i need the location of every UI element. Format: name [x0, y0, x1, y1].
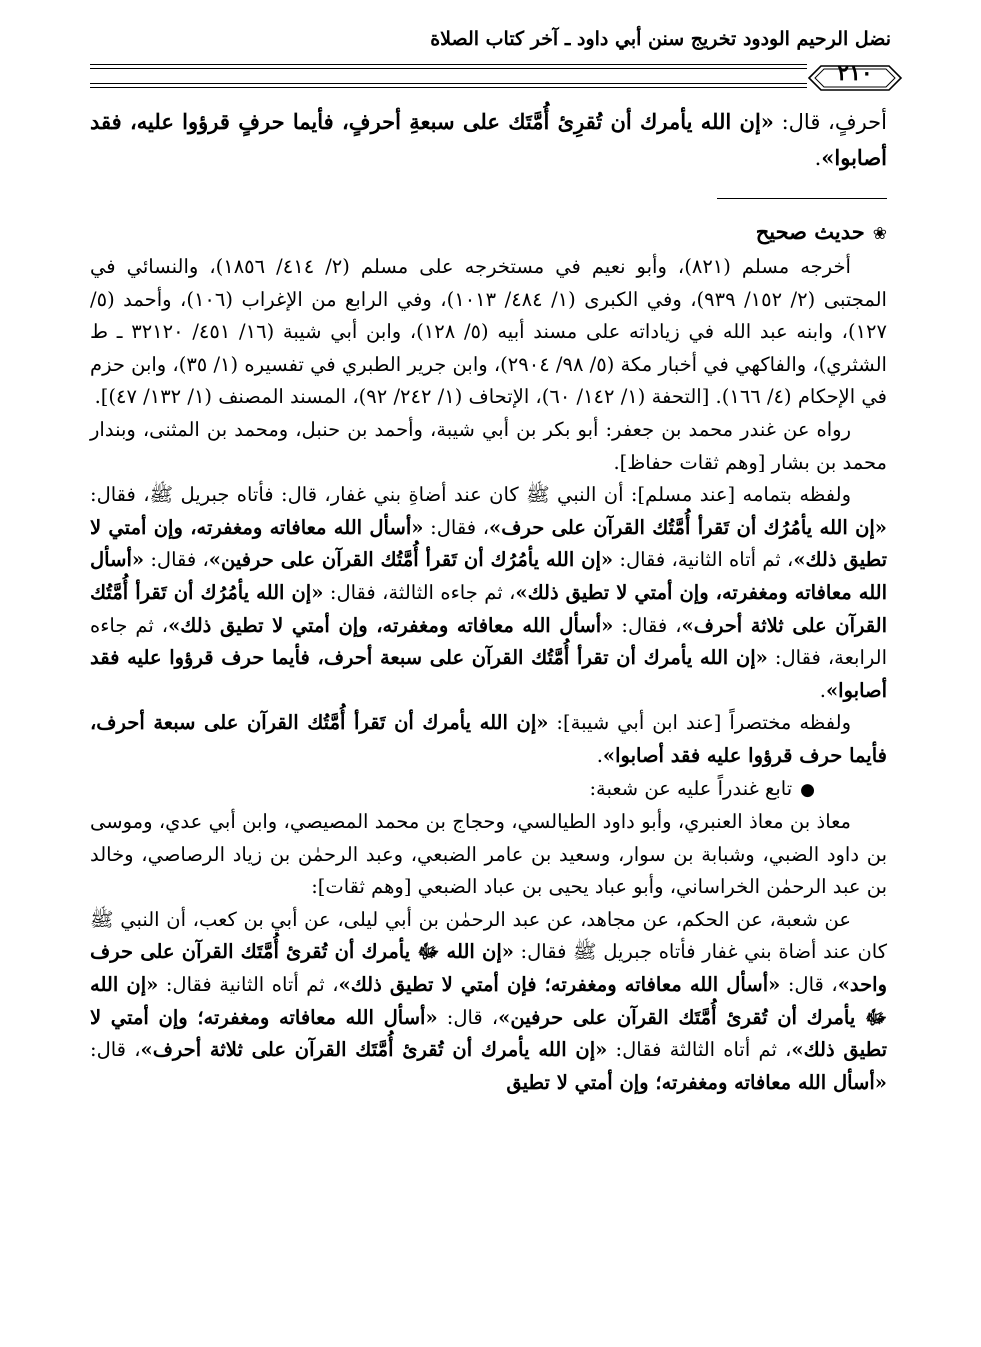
hadith-quote: «إن الله يأمُرُك أن تَقرأ أُمَّتُك القرآن على ثلاثة أحرف» — [90, 580, 887, 637]
header-rule — [90, 68, 897, 69]
hadith-quote: «إن الله يأمُرُك أن تَقرأ أُمَّتُك القرآن على حرف» — [489, 515, 887, 539]
abridged-wording-paragraph — [90, 707, 887, 772]
hadith-quote: «أسأل الله معافاته ومغفرته؛ وإن أمتي لا تطيق ذلك» — [90, 1005, 887, 1062]
header-rule — [90, 83, 897, 84]
hadith-quote: «أسأل الله معافاته ومغفرته، وإن أمتي لا تطيق ذلك» — [90, 548, 888, 604]
followers-paragraph: معاذ بن معاذ العنبري، وأبو داود الطيالسي، وحجاج بن محمد المصيصي، وابن أبي عدي، وموسى بن داود الضبي، وشبابة بن سوار، وسعيد بن عامر الضبعي، وعبد الرحمٰن بن زياد الرصاصي، وخالد بن عبد الرحمٰن الخراساني، وأبو عباد يحيى بن عباد الضبعي [وهم ثقات]: — [90, 810, 887, 899]
follow-up-heading — [90, 773, 887, 807]
text-run: ، ثم جاءه الرابعة، فقال: — [90, 613, 887, 670]
text-run: ، قال: — [780, 973, 838, 997]
text-run: ولفظه مختصراً [عند ابن أبي شيبة]: — [548, 711, 852, 735]
bullet-icon: ● — [800, 779, 815, 800]
hadith-quote: «إن الله يأمرك أن تُقرئ أُمَّتَك القرآن على ثلاثة أحرف» — [140, 1038, 608, 1062]
lead-paragraph — [90, 104, 887, 176]
hadith-quote: «أسأل الله معافاته ومغفرته، وإن أمتي لا تطيق ذلك» — [90, 515, 887, 572]
running-header-title: نضل الرحيم الودود تخريج سنن أبي داود ـ آخر كتاب الصلاة — [430, 28, 891, 50]
lead-prefix: أحرفٍ، قال: — [773, 110, 887, 134]
text-run: ، فقال: — [423, 515, 490, 539]
hadith-quote: «إن الله ﷻ يأمرك أن تُقرئ أُمَّتَك القرآن على حرفين» — [90, 973, 887, 1029]
hadith-quote: «أسأل الله معافاته ومغفرته، وإن أمتي لا تطيق ذلك» — [168, 613, 614, 637]
text-run: ، قال: — [437, 1005, 499, 1029]
muslim-wording-paragraph — [90, 479, 887, 707]
text-run: تابع غندراً عليه عن شعبة: — [589, 776, 793, 800]
hadith-quote: «إن الله يأمرك أن تقرأ أُمَّتُك القرآن على سبعة أحرف، فأيما حرف قرؤوا عليه فقد أصابوا» — [90, 646, 887, 702]
page-number: ٢١٠ — [837, 60, 873, 86]
text-run: ، ثم جاءه الثالثة، فقال: — [323, 580, 516, 604]
separator-rule — [717, 198, 887, 199]
hadith-quote: «أسأل الله معافاته ومغفرته؛ وإن أمتي لا تطيق — [506, 1070, 887, 1094]
lead-suffix: . — [814, 146, 822, 170]
text-run: ولفظه بتمامه [عند مسلم]: أن النبي ﷺ كان عند أضاةِ بني غفار، قال: فأتاه جبريل ﷺ، فقال: — [90, 483, 851, 507]
text-run: عن شعبة، عن الحكم، عن مجاهد، عن عبد الرحمٰن بن أبي ليلى، عن أبي بن كعب، أن النبي ﷺ كان عند أضاة بني غفار فأتاه جبريل ﷺ فقال: — [90, 907, 887, 964]
isnad-paragraph — [90, 904, 887, 1100]
hadith-quote: «إن الله يأمُرُك أن تَقرأ أُمَّتُك القرآن على حرفين» — [208, 548, 614, 572]
text-run: ، ثم أتاه الثانية فقال: — [158, 973, 339, 997]
section-heading — [90, 215, 887, 251]
page-body — [90, 104, 887, 1099]
flower-icon: ❀ — [872, 224, 887, 244]
text-run: ، ثم أتاه الثانية، فقال: — [613, 548, 794, 572]
header-rule — [90, 64, 897, 65]
text-run: ، فقال: — [144, 548, 209, 572]
header-rule — [90, 87, 897, 88]
text-run: . — [596, 743, 603, 767]
text-run: ، فقال: — [613, 613, 682, 637]
section-heading-text: حديث صحيح — [755, 219, 865, 244]
narrators-paragraph: رواه عن غندر محمد بن جعفر: أبو بكر بن أبي شيبة، وأحمد بن حنبل، ومحمد بن المثنى، وبندار محمد بن بشار [وهم ثقات حفاظ]. — [90, 417, 887, 474]
text-run: ، ثم أتاه الثالثة فقال: — [607, 1038, 792, 1062]
hadith-quote: «إن الله يأمرك أن تُقرِئ أُمَّتَك على سبعةِ أحرفٍ، فأيما حرفٍ قرؤوا عليه، فقد أصابوا» — [90, 109, 887, 170]
hadith-quote: «إن الله ﷻ يأمرك أن تُقرئ أُمَّتَك القرآن على حرف واحد» — [90, 940, 887, 997]
text-run: . — [819, 678, 826, 702]
hadith-quote: «إن الله يأمرك أن تَقرأ أُمَّتُك القرآن على سبعة أحرف، فأيما حرف قرؤوا عليه فقد أصابوا» — [90, 711, 887, 767]
takhrij-paragraph: أخرجه مسلم (٨٢١)، وأبو نعيم في مستخرجه على مسلم (٢/ ٤١٤/ ١٨٥٦)، والنسائي في المجتبى (٢/ ١٥٢/ ٩٣٩)، وفي الكبرى (١/ ٤٨٤/ ١٠١٣)، وفي الرابع من الإغراب (١٠٦)، وأحمد (٥/ ١٢٧)، وابنه عبد الله في زياداته على مسند أبيه (٥/ ١٢٨)، وابن أبي شيبة (١٦/ ٤٥١/ ٣٢١٢٠ ـ ط الشثري)، والفاكهي في أخبار مكة (٥/ ٩٨/ ٢٩٠٤)، وابن جرير الطبري في تفسيره (١/ ٣٥)، وابن حزم في الإحكام (٤/ ١٦٦). [التحفة (١/ ١٤٢/ ٦٠)، الإتحاف (١/ ٢٤٢/ ٩٢)، المسند المصنف (١/ ١٣٢/ ٤٧)]. — [90, 255, 887, 409]
hadith-quote: «أسأل الله معافاته ومغفرته؛ فإن أمتي لا تطيق ذلك» — [338, 973, 781, 997]
text-run: ، قال: — [90, 1038, 141, 1062]
